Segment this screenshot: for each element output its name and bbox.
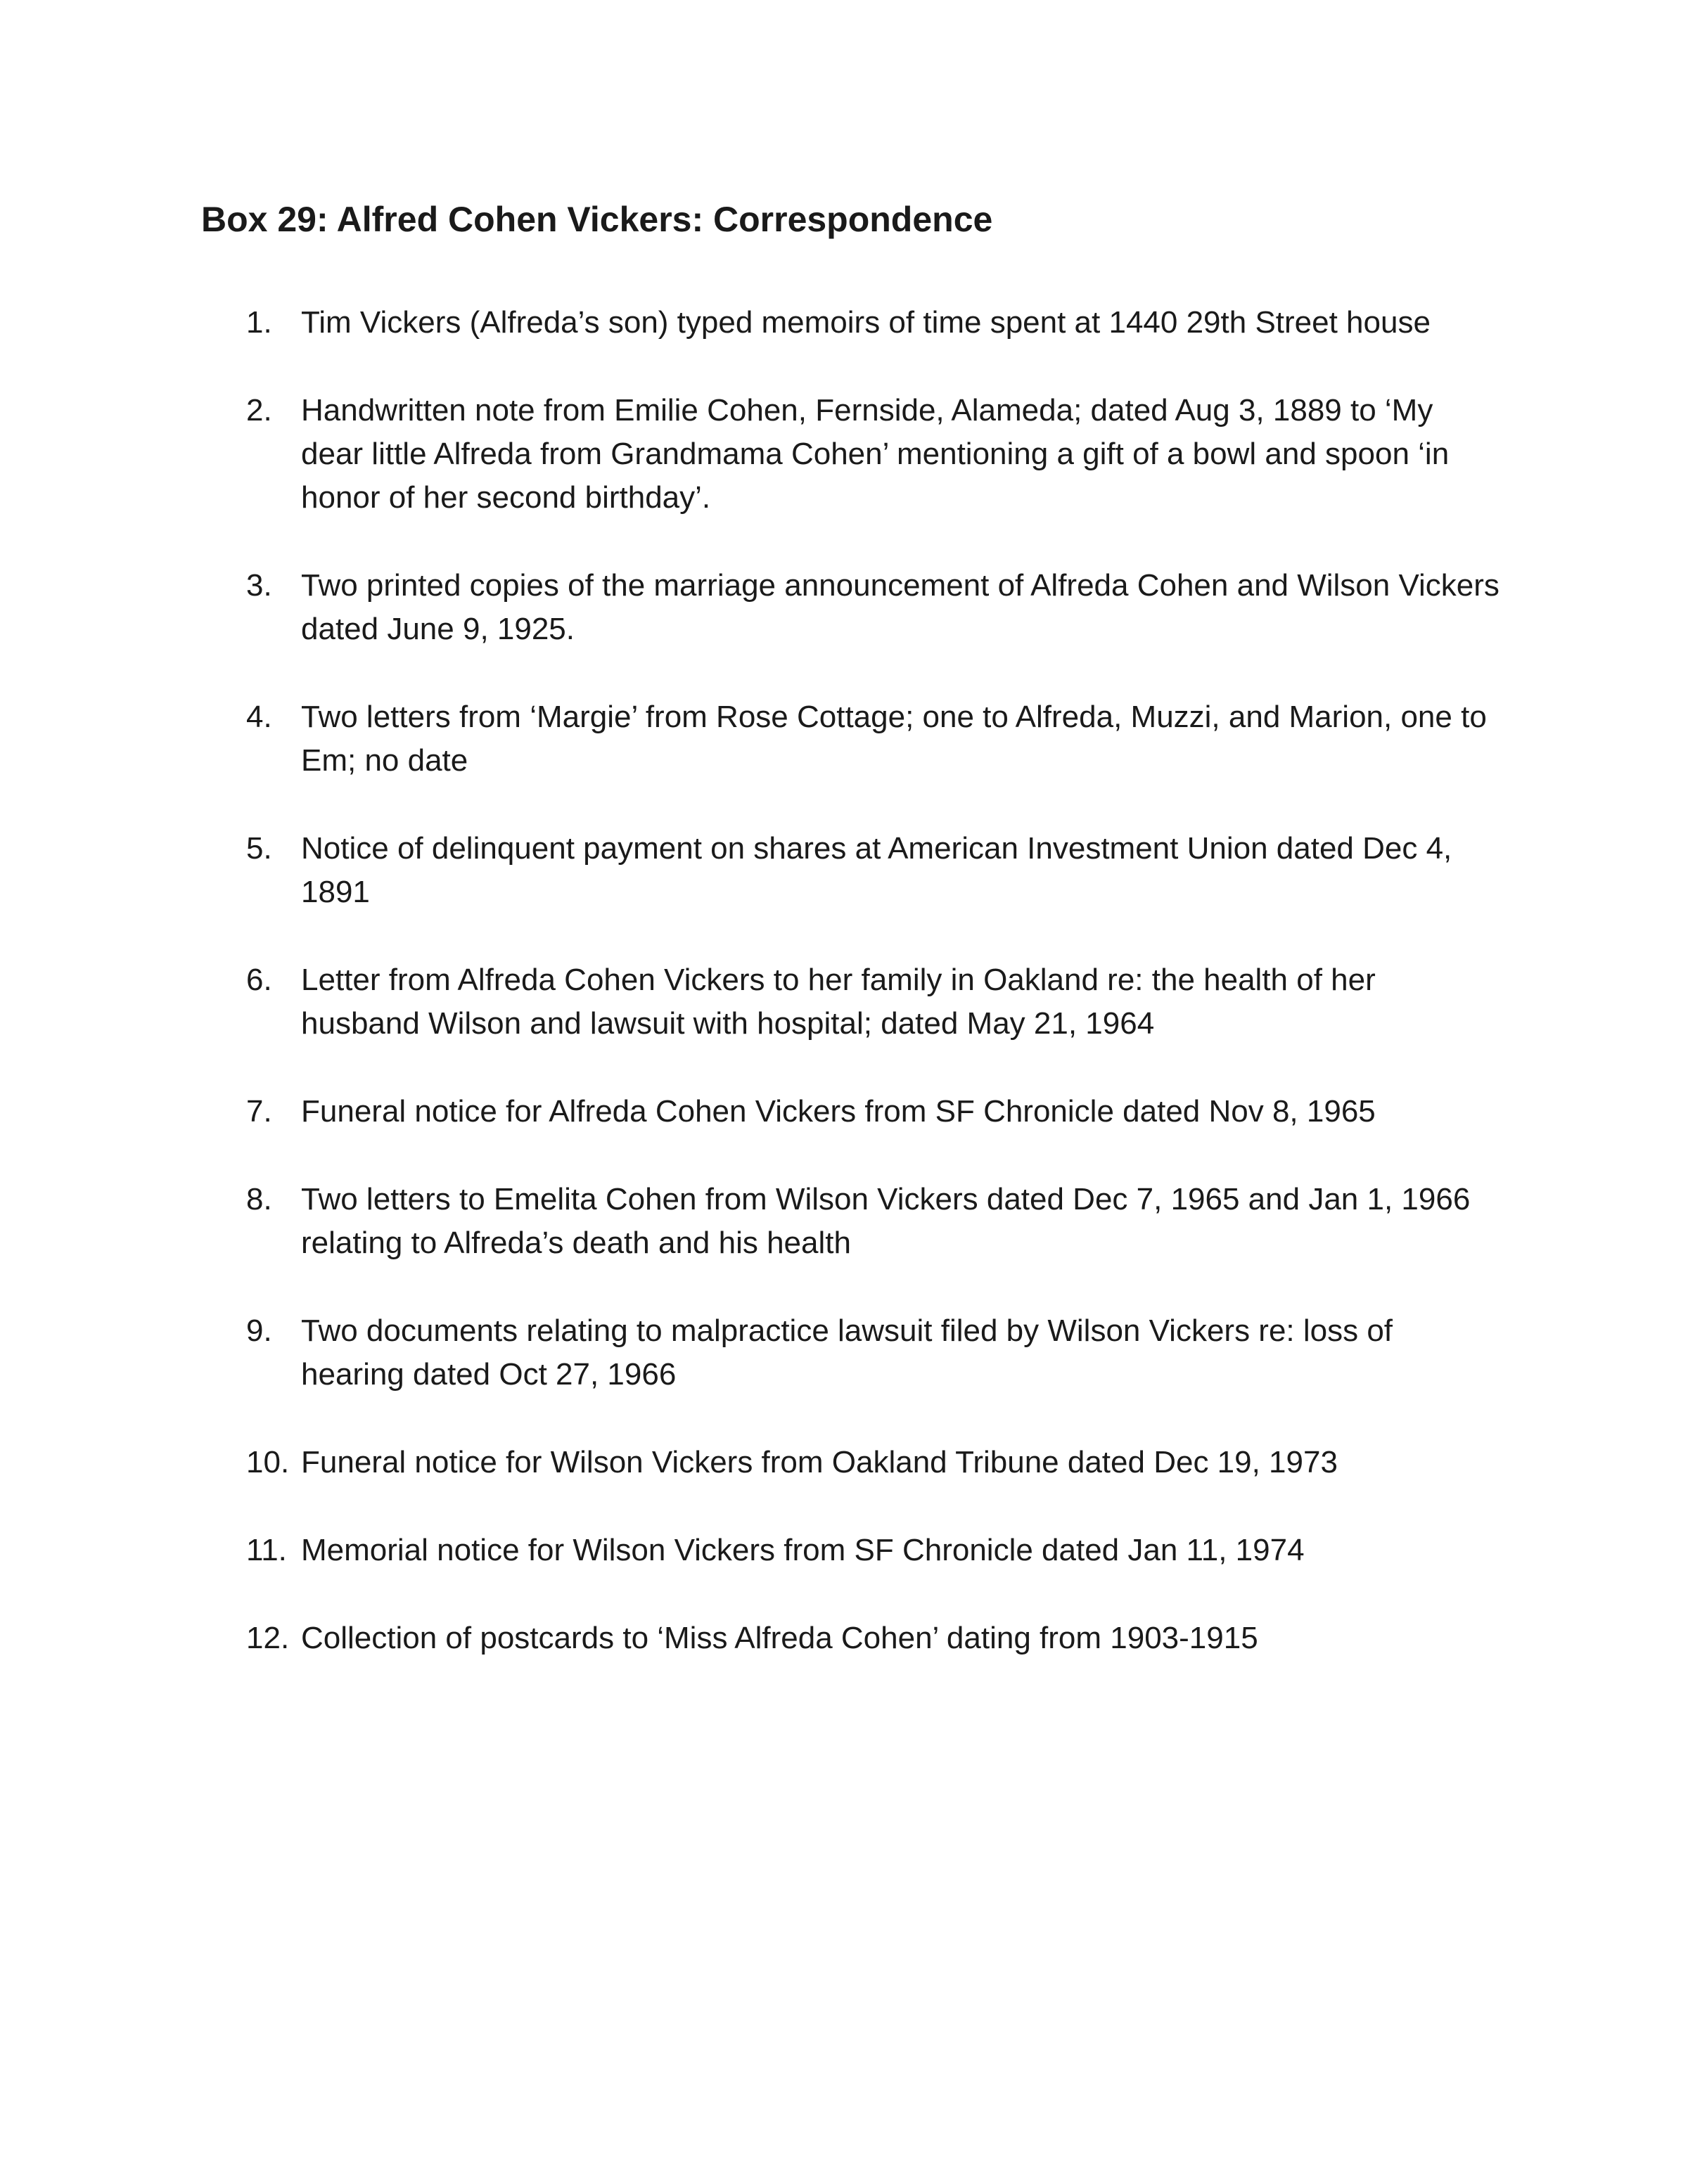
item-text: Letter from Alfreda Cohen Vickers to her family in Oakland re: the health of her husband Wilson and lawsuit with hospital; dated May 21, 1964 <box>301 963 1376 1041</box>
item-number: 12. <box>246 1621 290 1655</box>
list-item <box>201 695 1502 783</box>
page-title: Box 29: Alfred Cohen Vickers: Correspondence <box>201 200 993 239</box>
item-number: 5. <box>246 831 272 866</box>
list-item <box>201 301 1502 345</box>
list-item <box>201 389 1502 520</box>
item-list <box>201 301 1502 1704</box>
list-item <box>201 1617 1502 1660</box>
item-number: 10. <box>246 1445 290 1479</box>
item-text: Tim Vickers (Alfreda’s son) typed memoirs of time spent at 1440 29th Street house <box>301 305 1431 340</box>
item-text: Two documents relating to malpractice lawsuit filed by Wilson Vickers re: loss of hearing dated Oct 27, 1966 <box>301 1313 1393 1392</box>
list-item <box>201 1178 1502 1265</box>
list-item <box>201 1441 1502 1484</box>
item-text: Two printed copies of the marriage announcement of Alfreda Cohen and Wilson Vickers dated June 9, 1925. <box>301 568 1500 646</box>
list-item <box>201 827 1502 914</box>
item-text: Handwritten note from Emilie Cohen, Fernside, Alameda; dated Aug 3, 1889 to ‘My dear little Alfreda from Grandmama Cohen’ mentioning a gift of a bowl and spoon ‘in honor of her second birthday’. <box>301 393 1450 515</box>
item-number: 9. <box>246 1313 272 1348</box>
item-number: 1. <box>246 305 272 340</box>
item-text: Funeral notice for Wilson Vickers from Oakland Tribune dated Dec 19, 1973 <box>301 1445 1338 1479</box>
item-number: 8. <box>246 1182 272 1216</box>
item-text: Collection of postcards to ‘Miss Alfreda Cohen’ dating from 1903-1915 <box>301 1621 1258 1655</box>
item-text: Two letters to Emelita Cohen from Wilson Vickers dated Dec 7, 1965 and Jan 1, 1966 relating to Alfreda’s death and his health <box>301 1182 1471 1260</box>
item-text: Notice of delinquent payment on shares at American Investment Union dated Dec 4, 1891 <box>301 831 1452 909</box>
item-number: 11. <box>246 1533 287 1567</box>
list-item <box>201 1529 1502 1572</box>
item-number: 2. <box>246 393 272 428</box>
list-item <box>201 1090 1502 1133</box>
item-number: 6. <box>246 963 272 997</box>
list-item <box>201 564 1502 651</box>
item-text: Memorial notice for Wilson Vickers from SF Chronicle dated Jan 11, 1974 <box>301 1533 1305 1567</box>
item-text: Two letters from ‘Margie’ from Rose Cottage; one to Alfreda, Muzzi, and Marion, one to Em; no date <box>301 700 1487 778</box>
list-item <box>201 958 1502 1046</box>
list-item <box>201 1309 1502 1396</box>
item-number: 7. <box>246 1094 272 1129</box>
item-number: 3. <box>246 568 272 603</box>
item-number: 4. <box>246 700 272 734</box>
item-text: Funeral notice for Alfreda Cohen Vickers from SF Chronicle dated Nov 8, 1965 <box>301 1094 1376 1129</box>
